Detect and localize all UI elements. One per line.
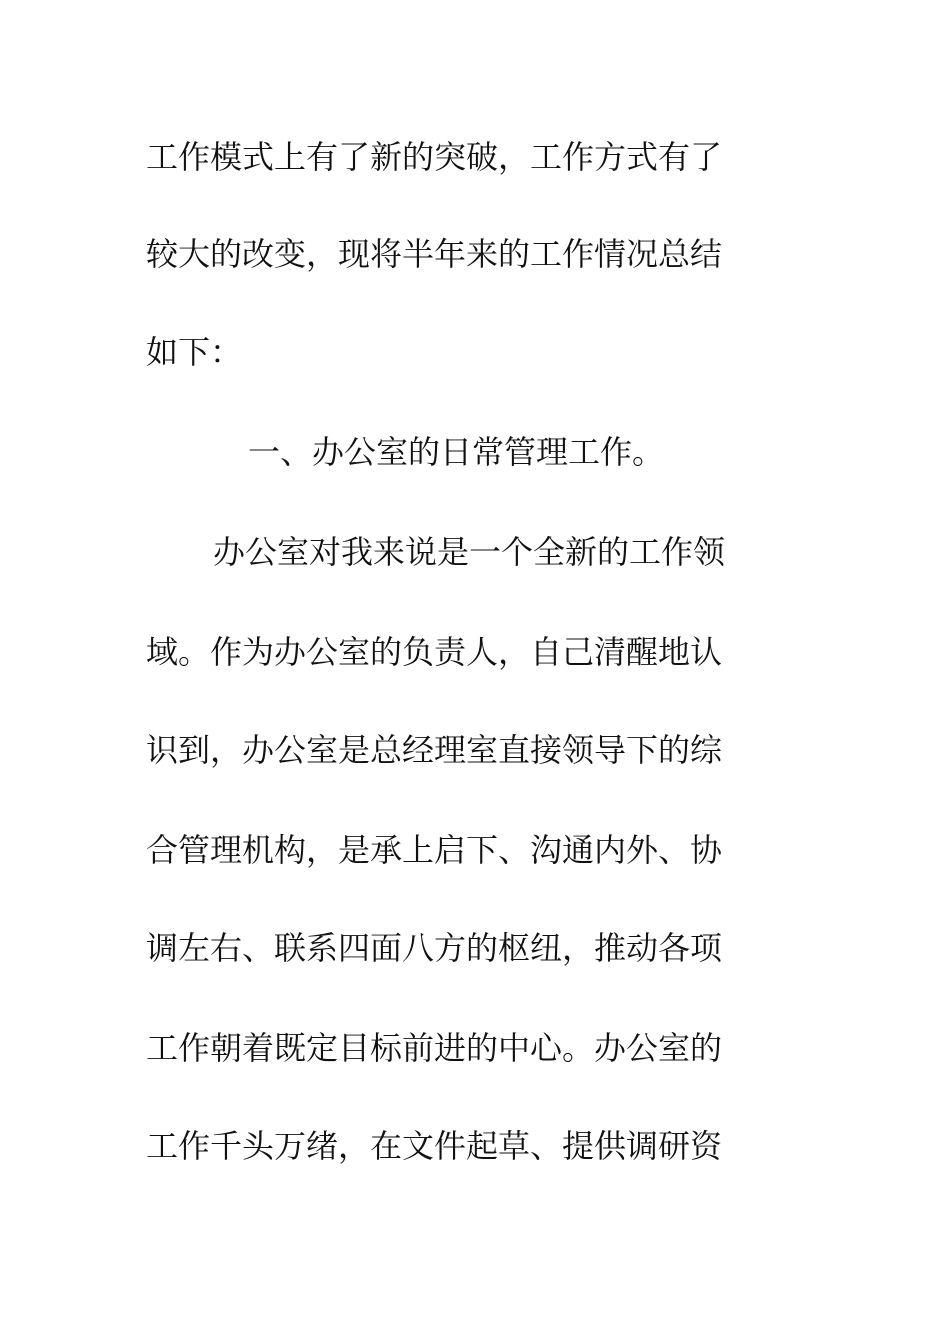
paragraph-line: 工作朝着既定目标前进的中心。办公室的 [146,1029,723,1067]
paragraph-line: 识到，办公室是总经理室直接领导下的综 [146,731,723,769]
paragraph-line: 工作模式上有了新的突破，工作方式有了 [146,138,723,176]
section-heading: 一、办公室的日常管理工作。 [248,433,665,471]
paragraph-line: 较大的改变，现将半年来的工作情况总结 [146,235,723,273]
paragraph-line: 调左右、联系四面八方的枢纽，推动各项 [146,929,723,967]
paragraph-line: 如下： [146,333,243,371]
paragraph-line: 合管理机构，是承上启下、沟通内外、协 [146,831,723,869]
paragraph-line: 域。作为办公室的负责人，自己清醒地认 [146,633,723,671]
paragraph-line: 工作千头万绪，在文件起草、提供调研资 [146,1127,723,1165]
paragraph-line: 办公室对我来说是一个全新的工作领 [213,533,726,571]
